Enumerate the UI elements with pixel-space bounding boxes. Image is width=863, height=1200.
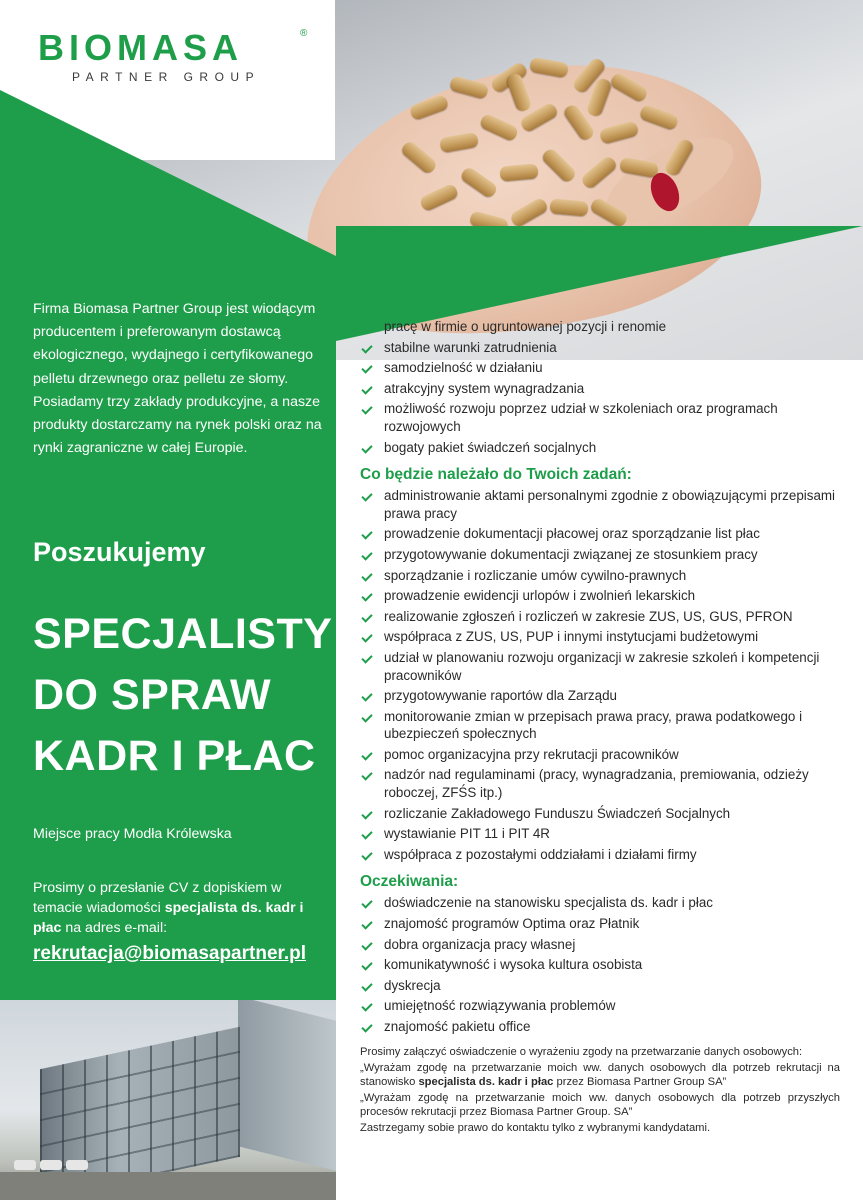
offer-list-item — [360, 439, 840, 457]
consent-1-pre: „Wyrażam zgodę na przetwarzanie moich ww. danych osobowych dla potrzeb rekrutacji na stanowisko — [360, 1062, 840, 1088]
cv-text-pre: Prosimy o przesłanie CV z dopiskiem w temacie wiadomości — [33, 880, 282, 916]
expect-list-item — [360, 956, 840, 974]
tasks-item-text: udział w planowaniu rozwoju organizacji w zakresie szkoleń i kompetencji pracowników — [384, 649, 820, 683]
pellet-shape — [400, 140, 439, 176]
offer-item-text: atrakcyjny system wynagradzania — [384, 380, 585, 396]
tasks-list — [360, 487, 840, 863]
pellet-shape — [459, 165, 499, 199]
expect-list-item — [360, 997, 840, 1015]
pellet-shape — [619, 157, 659, 178]
pellet-shape — [449, 75, 490, 99]
offer-list-item — [360, 359, 840, 377]
job-title — [33, 604, 333, 787]
check-icon — [361, 849, 373, 861]
check-icon — [361, 711, 373, 723]
tasks-item-text: sporządzanie i rozliczanie umów cywilno-prawnych — [384, 567, 687, 583]
green-column-diagonal — [0, 90, 336, 256]
offer-item-text: bogaty pakiet świadczeń socjalnych — [384, 439, 597, 455]
check-icon — [361, 528, 373, 540]
expect-list-item — [360, 936, 840, 954]
consent-section — [360, 1046, 840, 1136]
expect-item-text: dyskrecja — [384, 977, 441, 993]
pellet-shape — [479, 113, 520, 143]
logo-wordmark: BIOMASA — [38, 27, 243, 68]
expect-heading: Oczekiwania: — [360, 873, 459, 891]
job-details — [360, 297, 840, 1139]
tasks-list-item — [360, 708, 840, 743]
pellet-shape — [609, 72, 649, 104]
job-title-line: SPECJALISTY — [33, 610, 333, 658]
tasks-item-text: współpraca z pozostałymi oddziałami i działami firmy — [384, 846, 697, 862]
check-icon — [361, 490, 373, 502]
logo-registered-mark: ® — [300, 28, 308, 39]
pellet-shape — [439, 132, 479, 153]
check-icon — [361, 980, 373, 992]
expect-list — [360, 894, 840, 1035]
offer-list-item — [360, 380, 840, 398]
expect-item-text: znajomość programów Optima oraz Płatnik — [384, 916, 640, 932]
tasks-list-item — [360, 628, 840, 646]
pellet-shape — [509, 197, 549, 229]
building-ground — [0, 1172, 336, 1200]
pellet-shape — [529, 57, 569, 78]
cv-text-bold: specjalista ds. kadr i płac — [33, 900, 304, 936]
check-icon — [361, 828, 373, 840]
check-icon — [361, 342, 373, 354]
pellet-shape — [549, 198, 588, 216]
logo-subtitle: PARTNER GROUP — [72, 70, 261, 84]
tasks-item-text: realizowanie zgłoszeń i rozliczeń w zakresie ZUS, US, GUS, PFRON — [384, 608, 793, 624]
tasks-item-text: monitorowanie zmian w przepisach prawa pracy, prawa podatkowego i ubezpieczeń społecznych — [384, 708, 803, 742]
expect-list-item — [360, 977, 840, 995]
pellet-shape — [499, 163, 538, 181]
tasks-item-text: prowadzenie dokumentacji płacowej oraz sporządzanie list płac — [384, 526, 760, 542]
tasks-item-text: rozliczanie Zakładowego Funduszu Świadczeń Socjalnych — [384, 805, 731, 821]
check-icon — [361, 383, 373, 395]
pellet-shape — [505, 72, 532, 113]
company-intro: Firma Biomasa Partner Group jest wiodącym producentem i preferowanym dostawcą ekologicznego, wydajnego i certyfikowanego pelletu drzewnego oraz pelletu ze słomy. Posiadamy trzy zakłady produkcyjne, a nasze produkty dostarczamy na rynek polski oraz na rynki zagraniczne w całej Europie. — [33, 301, 322, 457]
job-title-line: DO SPRAW — [33, 671, 272, 719]
pellet-shape — [663, 137, 695, 177]
check-icon — [361, 611, 373, 623]
tasks-item-text: prowadzenie ewidencji urlopów i zwolnień lekarskich — [384, 588, 696, 604]
job-title-line: KADR I PŁAC — [33, 732, 316, 780]
tasks-item-text: administrowanie aktami personalnymi zgodnie z obowiązującymi przepisami prawa pracy — [384, 488, 836, 521]
check-icon — [361, 918, 373, 930]
tasks-list-item — [360, 567, 840, 585]
tasks-item-text: współpraca z ZUS, US, PUP i innymi instytucjami budżetowymi — [384, 629, 759, 645]
check-icon — [361, 442, 373, 454]
consent-intro: Prosimy załączyć oświadczenie o wyrażeniu zgody na przetwarzanie danych osobowych: — [360, 1045, 803, 1058]
pellet-shape — [639, 104, 680, 131]
contact-email-link[interactable]: rekrutacja@biomasapartner.pl — [33, 943, 307, 964]
check-icon — [361, 897, 373, 909]
expect-item-text: doświadczenie na stanowisku specjalista ds. kadr i płac — [384, 895, 713, 911]
check-icon — [361, 959, 373, 971]
check-icon — [361, 403, 373, 415]
pellet-shape — [589, 197, 629, 229]
pellet-shape — [580, 155, 619, 191]
offer-item-text: stabilne warunki zatrudnienia — [384, 339, 557, 355]
expect-item-text: umiejętność rozwiązywania problemów — [384, 998, 616, 1014]
consent-1-bold: specjalista ds. kadr i płac — [418, 1075, 554, 1088]
work-location: Miejsce pracy Modła Królewska — [33, 826, 232, 842]
offer-list — [360, 318, 840, 456]
tasks-list-item — [360, 746, 840, 764]
tasks-list-item — [360, 687, 840, 705]
tasks-list-item — [360, 487, 840, 522]
check-icon — [361, 570, 373, 582]
consent-statement-1 — [360, 1062, 840, 1089]
check-icon — [361, 631, 373, 643]
expect-list-item — [360, 915, 840, 933]
expect-list-item — [360, 894, 840, 912]
tasks-list-item — [360, 649, 840, 684]
check-icon — [361, 690, 373, 702]
tasks-item-text: pomoc organizacyjna przy rekrutacji pracowników — [384, 746, 679, 762]
building-side — [238, 1000, 336, 1174]
offer-list-item — [360, 339, 840, 357]
cv-text-post: na adres e-mail: — [61, 920, 168, 936]
offer-list-item — [360, 400, 840, 435]
pellet-shape — [540, 147, 577, 184]
check-icon — [361, 321, 373, 333]
tasks-list-item — [360, 825, 840, 843]
company-logo — [38, 27, 318, 90]
tasks-list-item — [360, 546, 840, 564]
car-shape — [66, 1160, 88, 1170]
pellet-shape — [419, 183, 460, 213]
tasks-heading: Co będzie należało do Twoich zadań: — [360, 466, 632, 484]
cv-instructions — [33, 878, 333, 938]
check-icon — [361, 749, 373, 761]
tasks-list-item — [360, 587, 840, 605]
expect-item-text: komunikatywność i wysoka kultura osobista — [384, 957, 643, 973]
tasks-item-text: wystawianie PIT 11 i PIT 4R — [384, 826, 550, 842]
check-icon — [361, 1021, 373, 1033]
consent-1-post: przez Biomasa Partner Group SA” — [553, 1075, 727, 1088]
seek-heading: Poszukujemy — [33, 537, 206, 567]
consent-disclaimer: Zastrzegamy sobie prawo do kontaktu tylko z wybranymi kandydatami. — [360, 1122, 711, 1135]
tasks-item-text: przygotowywanie raportów dla Zarządu — [384, 688, 617, 704]
offer-item-text: możliwość rozwoju poprzez udział w szkoleniach oraz programach rozwojowych — [384, 401, 778, 434]
tasks-item-text: przygotowywanie dokumentacji związanej ze stosunkiem pracy — [384, 546, 758, 562]
check-icon — [361, 549, 373, 561]
tasks-list-item — [360, 805, 840, 823]
offer-heading: Oferujemy: — [360, 297, 442, 314]
expect-item-text: dobra organizacja pracy własnej — [384, 936, 576, 952]
building-photo — [0, 1000, 336, 1200]
check-icon — [361, 362, 373, 374]
tasks-item-text: nadzór nad regulaminami (pracy, wynagradzania, premiowania, odzieży roboczej, ZFŚS itp.) — [384, 767, 809, 801]
expect-list-item — [360, 1018, 840, 1036]
expect-item-text: znajomość pakietu office — [384, 1019, 531, 1034]
pellet-shape — [409, 94, 450, 121]
pellet-shape — [599, 120, 640, 144]
offer-item-text: samodzielność w działaniu — [384, 360, 543, 376]
check-icon — [361, 652, 373, 664]
tasks-list-item — [360, 766, 840, 801]
car-shape — [40, 1160, 62, 1170]
car-shape — [14, 1160, 36, 1170]
consent-statement-2: „Wyrażam zgodę na przetwarzanie moich ww. danych osobowych dla potrzeb przyszłych procesów rekrutacji przez Biomasa Partner Group. SA” — [360, 1092, 840, 1118]
tasks-list-item — [360, 846, 840, 864]
check-icon — [361, 590, 373, 602]
offer-list-item — [360, 318, 840, 336]
check-icon — [361, 1000, 373, 1012]
tasks-list-item — [360, 525, 840, 543]
check-icon — [361, 769, 373, 781]
check-icon — [361, 939, 373, 951]
offer-item-text: pracę w firmie o ugruntowanej pozycji i renomie — [384, 319, 667, 334]
check-icon — [361, 808, 373, 820]
tasks-list-item — [360, 608, 840, 626]
